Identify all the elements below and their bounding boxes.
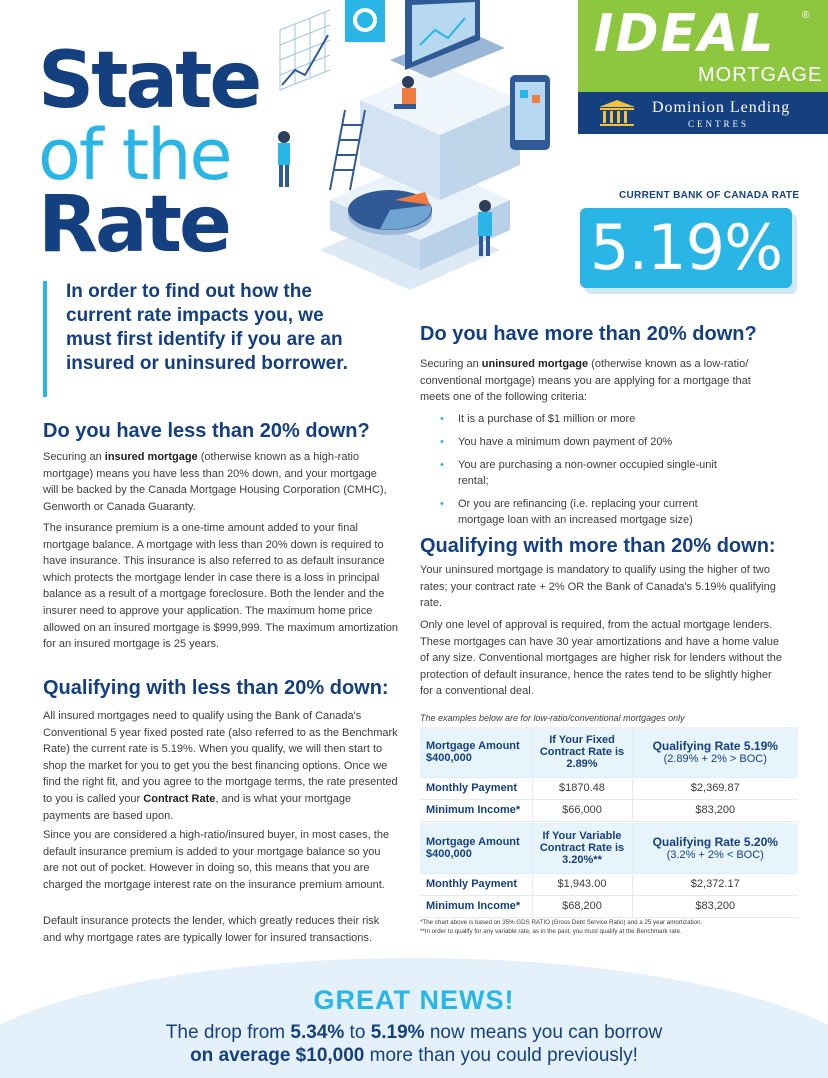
logo-centres-text: CENTRES [688, 119, 750, 129]
paragraph-insured-mortgage: Securing an insured mortgage (otherwise known as a high-ratio mortgage) means you have less than 20% down, and your mortgage will be backed by the Canada Mortgage Housing Corporation (CMHC), Genworth or Canada Guaranty. [43, 451, 387, 513]
logo-registered-mark: ® [802, 10, 810, 21]
table-header-amount: Mortgage Amount $400,000 [420, 823, 532, 873]
heading-qualifying-more-than-20: Qualifying with more than 20% down: [420, 535, 776, 557]
criteria-item: • Or you are refinancing (i.e. replacing your current mortgage loan with an increased mortgage size) [440, 496, 740, 528]
table-header-amount: Mortgage Amount $400,000 [420, 727, 532, 777]
heading-less-than-20: Do you have less than 20% down? [43, 420, 370, 442]
intro-accent-bar [43, 281, 47, 397]
bottom-message-line-1: The drop from 5.34% to 5.19% now means you can borrow [165, 1022, 663, 1043]
paragraph-uninsured-mortgage: Securing an uninsured mortgage (otherwise known as a low-ratio/ conventional mortgage) means you are applying for a mortgage that meets one of the following criteria: [420, 358, 751, 404]
fixed-rate-table [420, 727, 798, 822]
table-footnote-2: **In order to qualify for any variable rate, as in the past, you must qualify at the Benchmark rate. [420, 928, 682, 935]
title-line-3: Rate [38, 180, 229, 270]
table-row: Minimum Income* $66,000 $83,200 [420, 799, 798, 821]
table-row: Monthly Payment $1870.48 $2,369.87 [420, 777, 798, 799]
criteria-list [440, 411, 740, 535]
paragraph-approval-level: Only one level of approval is required, from the actual mortgage lenders. These mortgages can have 30 year amortizations and have a home value of any size. Conventional mortgages are higher risk for lenders without the protection of default insurance, hence the rates tend to be slightly higher for a conventional deal. [420, 619, 782, 698]
heading-more-than-20: Do you have more than 20% down? [420, 323, 757, 345]
table-footnote-1: *The chart above is based on 35% GDS RATIO (Gross Debt Service Ratio) and a 25 year amortization. [420, 919, 703, 926]
variable-rate-table [420, 823, 798, 918]
paragraph-high-ratio-buyer: Since you are considered a high-ratio/insured buyer, in most cases, the default insurance premium is added to your mortgage balance so you are not out of pocket. However in doing so, this means that you are charged the mortgage interest rate on the insurance premium amount. [43, 829, 390, 891]
bottom-message-line-2: on average $10,000 more than you could previously! [190, 1045, 638, 1066]
title-line-2: of the [38, 114, 231, 196]
paragraph-default-insurance: Default insurance protects the lender, which greatly reduces their risk and why mortgage rates are typically lower for insured transactions. [43, 915, 380, 944]
intro-text: In order to find out how the current rate impacts you, we must first identify if you are an insured or uninsured borrower. [66, 281, 348, 374]
great-news-heading: GREAT NEWS! [313, 985, 515, 1015]
table-header-contract: If Your Variable Contract Rate is 3.20%** [532, 823, 632, 873]
logo-mortgage-text: MORTGAGE [698, 64, 823, 86]
paragraph-insured-qualifying: All insured mortgages need to qualify using the Bank of Canada's Conventional 5 year fixed posted rate (also referred to as the Benchmark Rate) the current rate is 5.19%. When you qualify, we will then start to shop the market for you to get you the best financing options. Once we find the right fit, and you agree to the mortgage terms, the rate presented to you is called your Contract Rate, and is what your mortgage payments are based upon. [43, 710, 398, 822]
table-header-row [420, 823, 798, 873]
criteria-item: • You are purchasing a non-owner occupied single-unit rental; [440, 457, 740, 489]
table-header-row [420, 727, 798, 777]
table-header-qualifying: Qualifying Rate 5.20% (3.2% + 2% < BOC) [632, 823, 798, 873]
table-row: Monthly Payment $1,943.00 $2,372.17 [420, 873, 798, 895]
table-header-contract: If Your Fixed Contract Rate is 2.89% [532, 727, 632, 777]
table-note: The examples below are for low-ratio/conventional mortgages only [420, 713, 685, 723]
title-line-1: State [38, 36, 260, 126]
rate-value: 5.19% [590, 211, 782, 284]
heading-qualifying-less-than-20: Qualifying with less than 20% down: [43, 677, 389, 699]
paragraph-insurance-premium: The insurance premium is a one-time amount added to your final mortgage balance. A mortgage with less than 20% down is required to have insurance. This insurance is also referred to as default insurance which protects the mortgage lender in case there is a loss in principal balance as a result of a mortgage foreclosure. Both the lender and the insurer need to approve your application. The maximum home price allowed on an insured mortgage is $999,999. The maximum amortization for an insured mortgage is 25 years. [43, 522, 399, 651]
criteria-item: • It is a purchase of $1 million or more [440, 411, 740, 427]
isometric-office-illustration [270, 0, 570, 290]
criteria-item: • You have a minimum down payment of 20% [440, 434, 740, 450]
logo-dominion-text: Dominion Lending [652, 99, 791, 116]
table-row: Minimum Income* $68,200 $83,200 [420, 895, 798, 917]
paragraph-uninsured-qualifying: Your uninsured mortgage is mandatory to qualify using the higher of two rates; your contract rate + 2% OR the Bank of Canada's 5.19% qualifying rate. [420, 564, 776, 610]
pillar-building-icon [597, 99, 637, 127]
table-header-qualifying: Qualifying Rate 5.19% (2.89% + 2% > BOC) [632, 727, 798, 777]
logo-brand-text: IDEAL [594, 4, 776, 64]
rate-label: CURRENT BANK OF CANADA RATE [619, 190, 800, 201]
